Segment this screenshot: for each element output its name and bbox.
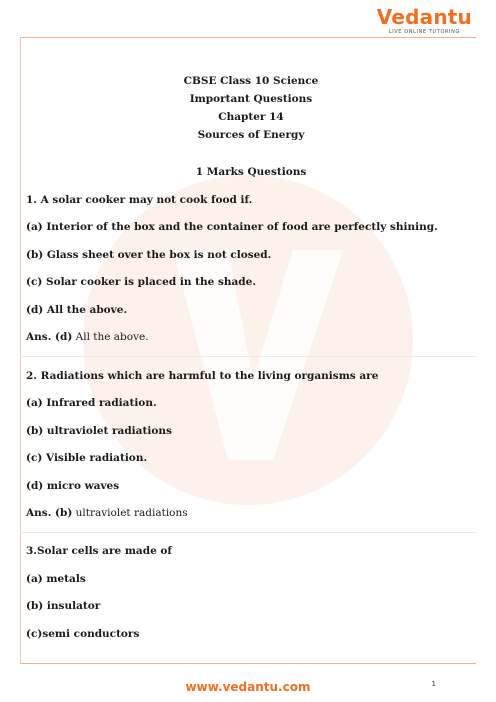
vedantu-logo: [377, 6, 472, 35]
question-1-option-c: (c) Solar cooker is placed in the shade.: [26, 276, 256, 288]
doc-title-topic: Sources of Energy: [197, 129, 305, 141]
doc-title-class: CBSE Class 10 Science: [183, 75, 319, 87]
question-1-option-a: (a) Interior of the box and the container of food are perfectly shining.: [26, 221, 438, 233]
question-3-option-c: (c)semi conductors: [26, 628, 140, 640]
answer-text: All the above.: [75, 331, 149, 343]
header-divider: [20, 37, 476, 38]
question-1: 1. A solar cooker may not cook food if.: [26, 194, 253, 206]
question-3-option-b: (b) insulator: [26, 600, 101, 612]
question-2-option-a: (a) Infrared radiation.: [26, 397, 157, 409]
question-2: 2. Radiations which are harmful to the living organisms are: [26, 370, 379, 382]
question-1-answer: [26, 331, 149, 343]
left-margin-rule: [20, 37, 21, 664]
section-title: 1 Marks Questions: [195, 166, 307, 178]
question-3-option-a: (a) metals: [26, 573, 86, 585]
doc-title-type: Important Questions: [189, 93, 313, 105]
answer-label: Ans. (d): [26, 331, 73, 343]
question-2-option-d: (d) micro waves: [26, 480, 120, 492]
footer-website-link[interactable]: www.vedantu.com: [185, 680, 311, 694]
footer-divider: [20, 663, 476, 664]
logo-wordmark: Vedantu: [376, 5, 472, 29]
question-1-option-b: (b) Glass sheet over the box is not closed.: [26, 249, 272, 261]
question-2-option-c: (c) Visible radiation.: [26, 452, 148, 464]
question-1-option-d: (d) All the above.: [26, 304, 128, 316]
answer-text: ultraviolet radiations: [75, 507, 188, 519]
question-2-answer: [26, 507, 188, 519]
question-2-option-b: (b) ultraviolet radiations: [26, 425, 172, 437]
question-3: 3.Solar cells are made of: [26, 545, 172, 557]
page-number: 1: [431, 680, 436, 688]
answer-label: Ans. (b): [26, 507, 73, 519]
question-divider: [20, 356, 476, 357]
question-divider: [20, 532, 476, 533]
logo-tagline: LIVE ONLINE TUTORING: [388, 29, 460, 35]
doc-title-chapter: Chapter 14: [218, 111, 284, 123]
